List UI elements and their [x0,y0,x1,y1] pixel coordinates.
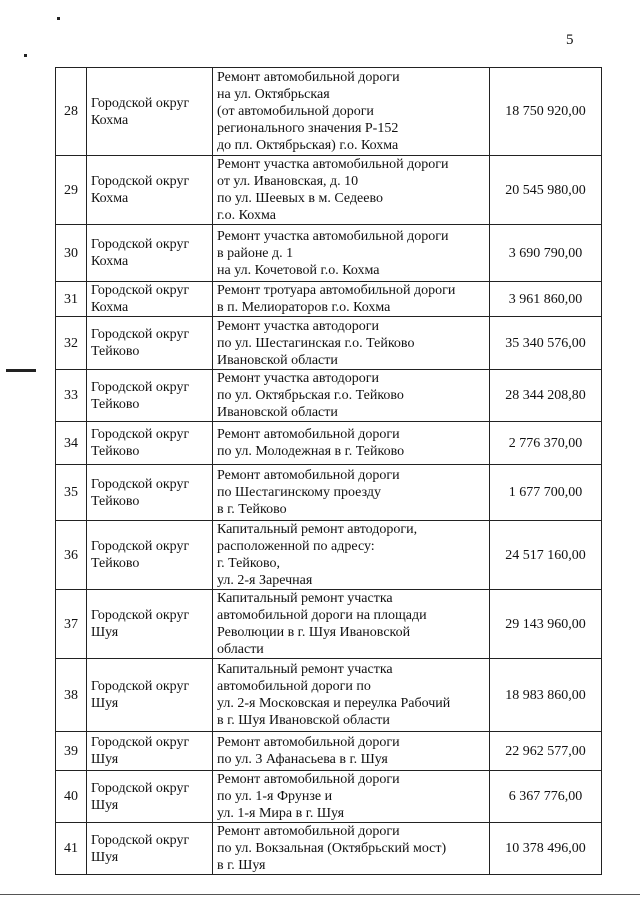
project-description [213,771,490,823]
project-description [213,823,490,875]
row-number: 36 [56,521,87,590]
municipality-line: Тейково [91,444,140,459]
description-line: Ремонт автомобильной дороги [217,468,400,483]
amount: 29 143 960,00 [490,590,602,659]
table-row [56,771,602,823]
scan-edge [0,894,640,895]
row-number: 30 [56,225,87,282]
description-line: регионального значения Р-152 [217,121,399,136]
table-row [56,225,602,282]
municipality-line: Городской округ [91,379,190,395]
municipality [87,156,213,225]
description-line: в г. Шуя Ивановской области [217,713,390,728]
municipality-line: Кохма [91,300,129,315]
municipality-line: Кохма [91,191,129,206]
amount: 20 545 980,00 [490,156,602,225]
description-line: по ул. 3 Афанасьева в г. Шуя [217,752,388,767]
row-number: 40 [56,771,87,823]
amount: 3 690 790,00 [490,225,602,282]
municipality [87,521,213,590]
table-row [56,465,602,521]
description-line: Ремонт участка автомобильной дороги [217,157,449,172]
project-description [213,370,490,422]
municipality-line: Городской округ [91,174,190,189]
description-line: Ремонт участка автомобильной дороги [217,228,449,244]
municipality-line: Городской округ [91,95,190,111]
table-row [56,732,602,771]
description-line: Ивановской области [217,352,338,368]
project-description [213,156,490,225]
description-line: на ул. Кочетовой г.о. Кохма [217,262,380,278]
table-row [56,823,602,875]
municipality-line: Шуя [91,797,119,813]
project-description [213,732,490,771]
municipality-line: Городской округ [91,679,190,694]
description-line: ул. 2-я Московская и переулка Рабочий [217,696,451,711]
description-line: Ремонт участка автодороги [217,371,380,386]
amount: 24 517 160,00 [490,521,602,590]
municipality-line: Шуя [91,849,119,865]
projects-table [55,67,602,875]
description-line: в п. Мелиораторов г.о. Кохма [217,300,391,315]
project-description [213,68,490,156]
row-number: 33 [56,370,87,422]
municipality-line: Кохма [91,254,129,269]
description-line: Капитальный ремонт автодороги, [217,522,418,537]
description-line: до пл. Октябрьская) г.о. Кохма [217,138,399,153]
project-description [213,659,490,732]
amount: 6 367 776,00 [490,771,602,823]
municipality [87,282,213,317]
description-line: ул. 1-я Мира в г. Шуя [217,806,345,821]
amount: 22 962 577,00 [490,732,602,771]
row-number: 41 [56,823,87,875]
description-line: от ул. Ивановская, д. 10 [217,174,359,189]
row-number: 38 [56,659,87,732]
municipality [87,422,213,465]
description-line: Ремонт автомобильной дороги [217,824,400,839]
row-number: 31 [56,282,87,317]
table-row [56,68,602,156]
description-line: по ул. Шеевых в м. Седеево [217,191,384,206]
municipality [87,68,213,156]
description-line: по ул. Шестагинская г.о. Тейково [217,335,415,351]
description-line: области [217,642,264,657]
description-line: по ул. 1-я Фрунзе и [217,789,333,804]
municipality-line: Кохма [91,112,129,128]
description-line: по Шестагинскому проезду [217,485,381,500]
municipality [87,590,213,659]
amount: 28 344 208,80 [490,370,602,422]
municipality [87,732,213,771]
project-description [213,590,490,659]
municipality-line: Городской округ [91,832,190,848]
municipality-line: Тейково [91,344,140,359]
municipality-line: Городской округ [91,237,190,252]
table-row [56,317,602,370]
municipality-line: Городской округ [91,427,190,442]
row-number: 35 [56,465,87,521]
description-line: автомобильной дороги по [217,679,371,694]
scan-speck [24,54,27,57]
municipality-line: Городской округ [91,608,190,623]
description-line: (от автомобильной дороги [217,104,374,119]
description-line: Ивановской области [217,405,338,420]
municipality [87,225,213,282]
description-line: Революции в г. Шуя Ивановской [217,625,411,640]
amount: 3 961 860,00 [490,282,602,317]
amount: 1 677 700,00 [490,465,602,521]
description-line: по ул. Октябрьская г.о. Тейково [217,388,404,403]
row-number: 34 [56,422,87,465]
description-line: Ремонт автомобильной дороги [217,427,400,442]
municipality [87,823,213,875]
scan-mark [6,369,36,372]
table-row [56,590,602,659]
table-row [56,659,602,732]
municipality-line: Городской округ [91,476,190,492]
table-row [56,521,602,590]
municipality-line: Городской округ [91,327,190,342]
description-line: автомобильной дороги на площади [217,608,427,623]
row-number: 28 [56,68,87,156]
municipality-line: Тейково [91,396,140,412]
scan-speck [57,17,60,20]
description-line: на ул. Октябрьская [217,87,330,102]
description-line: Ремонт тротуара автомобильной дороги [217,283,456,298]
municipality-line: Тейково [91,493,140,509]
description-line: г.о. Кохма [217,208,276,223]
project-description [213,282,490,317]
table-row [56,282,602,317]
municipality [87,659,213,732]
description-line: Ремонт участка автодороги [217,318,380,334]
municipality-line: Городской округ [91,735,190,750]
description-line: расположенной по адресу: [217,539,375,554]
description-line: ул. 2-я Заречная [217,573,313,588]
municipality-line: Городской округ [91,780,190,796]
municipality [87,771,213,823]
project-description [213,317,490,370]
amount: 10 378 496,00 [490,823,602,875]
row-number: 37 [56,590,87,659]
project-description [213,465,490,521]
amount: 2 776 370,00 [490,422,602,465]
description-line: в г. Тейково [217,502,287,517]
municipality [87,465,213,521]
row-number: 39 [56,732,87,771]
description-line: Ремонт автомобильной дороги [217,772,400,787]
table-row [56,156,602,225]
municipality [87,317,213,370]
municipality-line: Тейково [91,556,140,571]
description-line: Ремонт автомобильной дороги [217,735,400,750]
amount: 35 340 576,00 [490,317,602,370]
municipality-line: Шуя [91,696,119,711]
description-line: в г. Шуя [217,858,266,873]
table-row [56,370,602,422]
municipality-line: Шуя [91,625,119,640]
description-line: по ул. Вокзальная (Октябрьский мост) [217,841,447,856]
municipality [87,370,213,422]
description-line: по ул. Молодежная в г. Тейково [217,444,405,459]
project-description [213,225,490,282]
description-line: г. Тейково, [217,556,280,571]
description-line: в районе д. 1 [217,245,294,261]
project-description [213,422,490,465]
municipality-line: Городской округ [91,539,190,554]
municipality-line: Городской округ [91,283,190,298]
municipality-line: Шуя [91,752,119,767]
table-row [56,422,602,465]
page-number: 5 [566,32,574,48]
description-line: Ремонт автомобильной дороги [217,70,400,85]
row-number: 29 [56,156,87,225]
row-number: 32 [56,317,87,370]
description-line: Капитальный ремонт участка [217,662,393,677]
project-description [213,521,490,590]
amount: 18 750 920,00 [490,68,602,156]
description-line: Капитальный ремонт участка [217,591,393,606]
amount: 18 983 860,00 [490,659,602,732]
